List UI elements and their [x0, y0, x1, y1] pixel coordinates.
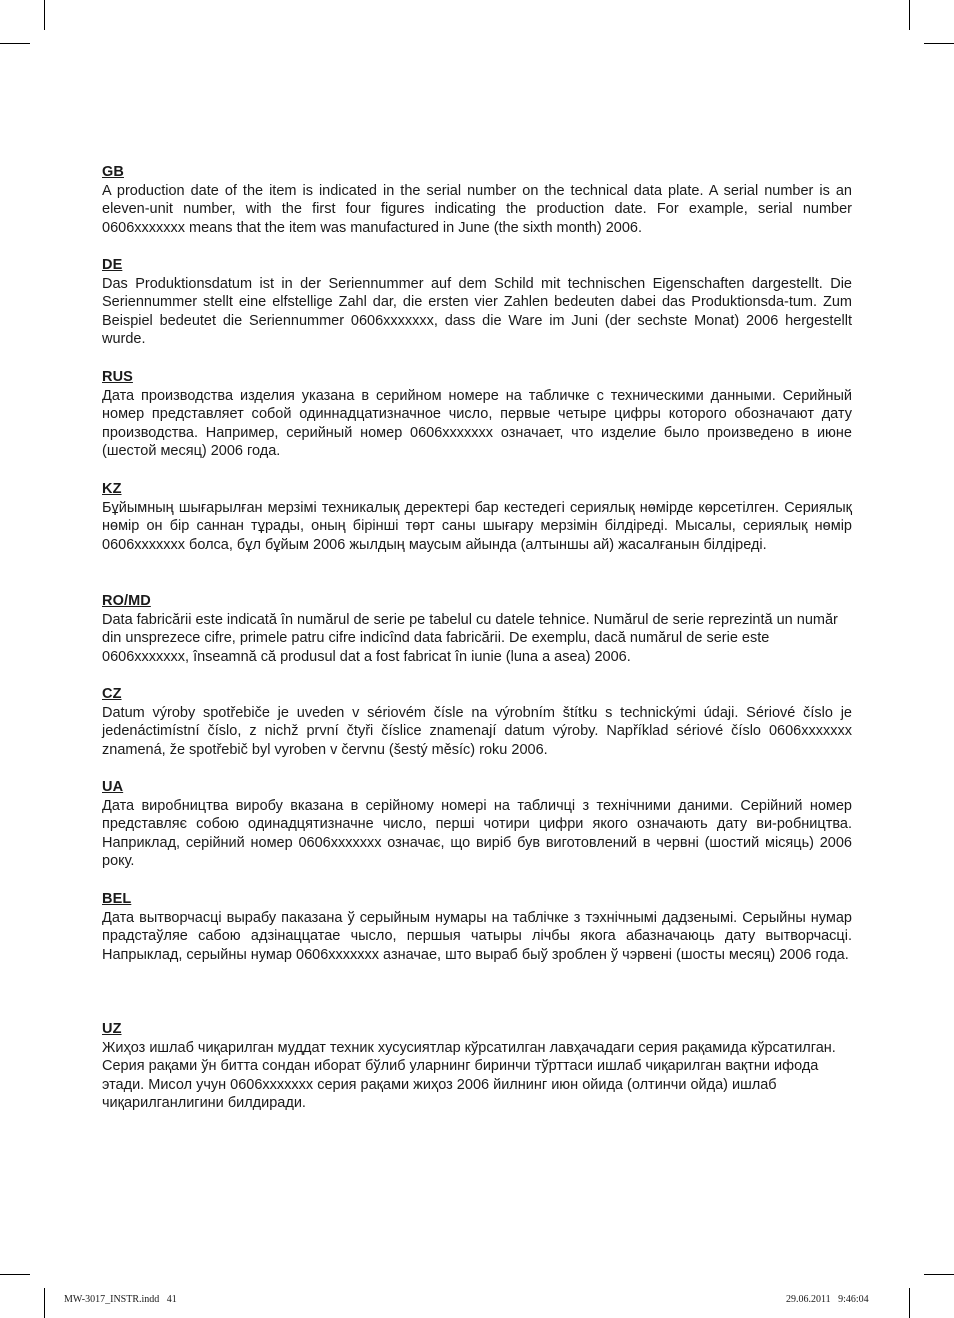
- section-heading: BEL: [102, 891, 132, 907]
- section-text: Das Produktionsdatum ist in der Seriennummer auf dem Schild mit technischen Eigenschaften dargestellt. Die Seriennummer stellt eine elfstellige Zahl dar, die ersten vier Zahlen bedeuten dabei das Produktionsda-tum. Zum Beispiel bedeutet die Seriennummer 0606xxxxxxx, dass die Ware im Juni (der sechste Monat) 2006 hergestellt wurde.: [102, 275, 852, 348]
- slug-filename: MW-3017_INSTR.indd 41: [64, 1294, 177, 1305]
- crop-mark: [909, 0, 910, 30]
- section-heading: RUS: [102, 369, 133, 385]
- section-gb: [102, 163, 852, 256]
- section-cz: [102, 685, 852, 778]
- section-text: Дата вытворчасці вырабу паказана ў серыйным нумары на таблічке з тэхнічнымі дадзенымі. Серыйны нумар прадстаўляе сабою адзінаццатае чысло, першыя чатыры лічбы якога абазначаюць дату вытворчасці. Напрыклад, серыйны нумар 0606ххххххх азначае, што выраб быў зроблен ў чэрвені (шосты месяц) 2006 года.: [102, 909, 852, 963]
- crop-mark: [0, 43, 30, 44]
- section-uz: [102, 1020, 852, 1113]
- section-text: Дата виробництва виробу вказана в серійному номері на табличці з технічними даними. Серійний номер представляє собою одинадцятизначне число, перші чотири цифри якого означають дату ви-робництва. Наприклад, серійний номер 0606ххххххх означає, що виріб був виготовлений в червні (шостий місяць) 2006 року.: [102, 797, 852, 870]
- section-ua: [102, 778, 852, 890]
- section-text: Data fabricării este indicată în numărul de serie pe tabelul cu datele tehnice. Numărul de serie reprezintă un număr din unsprezece cifre, primele patru cifre indicînd data fabricării. De exemplu, dacă numărul de serie este 0606xxxxxxx, înseamnă că produsul dat a fost fabricat în iunie (luna a asea) 2006.: [102, 611, 838, 665]
- section-text: Жиҳоз ишлаб чиқарилган муддат техник хусусиятлар кўрсатилган лавҳачадаги серия рақамида кўрсатилган. Серия рақами ўн битта сондан иборат бўлиб уларнинг биринчи тўрттаси ишлаб чиқарилган вақтни ифода этади. Мисол учун 0606ххххххх серия рақами жиҳоз 2006 йилнинг июн ойида (олтинчи ойда) ишлаб чиқарилганлигини билдиради.: [102, 1039, 836, 1112]
- section-heading: GB: [102, 164, 124, 180]
- section-text: Бұйымның шығарылған мерзімі техникалық деректері бар кестедегі сериялық нөмірде көрсетілген. Сериялық нөмір он бір саннан тұрады, оның бірінші төрт саны шығару мерзімін білдіреді. Мысалы, сериялық нөмір 0606ххххххх болса, бұл бұйым 2006 жылдың маусым айында (алтыншы ай) жасалғанын білдіреді.: [102, 499, 852, 553]
- section-kz: [102, 480, 852, 592]
- crop-mark: [44, 0, 45, 30]
- slug-timestamp: 29.06.2011 9:46:04: [786, 1294, 869, 1305]
- crop-mark: [924, 1274, 954, 1275]
- section-bel: [102, 890, 852, 1020]
- section-rus: [102, 368, 852, 480]
- section-text: Datum výroby spotřebiče je uveden v sériovém čísle na výrobním štítku s technickými údaji. Sériové číslo je jedenáctimístní číslo, z nichž první čtyři číslice znamenají datum výroby. Například sériové číslo 0606xxxxxxx znamená, že spotřebič byl vyroben v červnu (šestý měsíc) roku 2006.: [102, 704, 852, 758]
- crop-mark: [909, 1288, 910, 1318]
- crop-mark: [44, 1288, 45, 1318]
- section-heading: UZ: [102, 1021, 122, 1037]
- section-heading: CZ: [102, 686, 122, 702]
- section-text: A production date of the item is indicated in the serial number on the technical data plate. A serial number is an eleven-unit number, with the first four figures indicating the production date. For example, serial number 0606xxxxxxx means that the item was manufactured in June (the sixth month) 2006.: [102, 182, 852, 236]
- section-de: [102, 256, 852, 368]
- crop-mark: [0, 1274, 30, 1275]
- section-romd: [102, 592, 852, 685]
- section-text: Дата производства изделия указана в серийном номере на табличке с техническими данными. Серийный номер представляет собой одиннадцатизначное число, первые четыре цифры которого обозначают дату производства. Например, серийный номер 0606ххххххх означает, что изделие было произведено в июне (шестой месяц) 2006 года.: [102, 387, 852, 460]
- section-heading: UA: [102, 779, 124, 795]
- section-heading: RO/MD: [102, 593, 151, 609]
- document-body: [102, 163, 852, 1113]
- section-heading: DE: [102, 257, 123, 273]
- section-heading: KZ: [102, 481, 122, 497]
- crop-mark: [924, 43, 954, 44]
